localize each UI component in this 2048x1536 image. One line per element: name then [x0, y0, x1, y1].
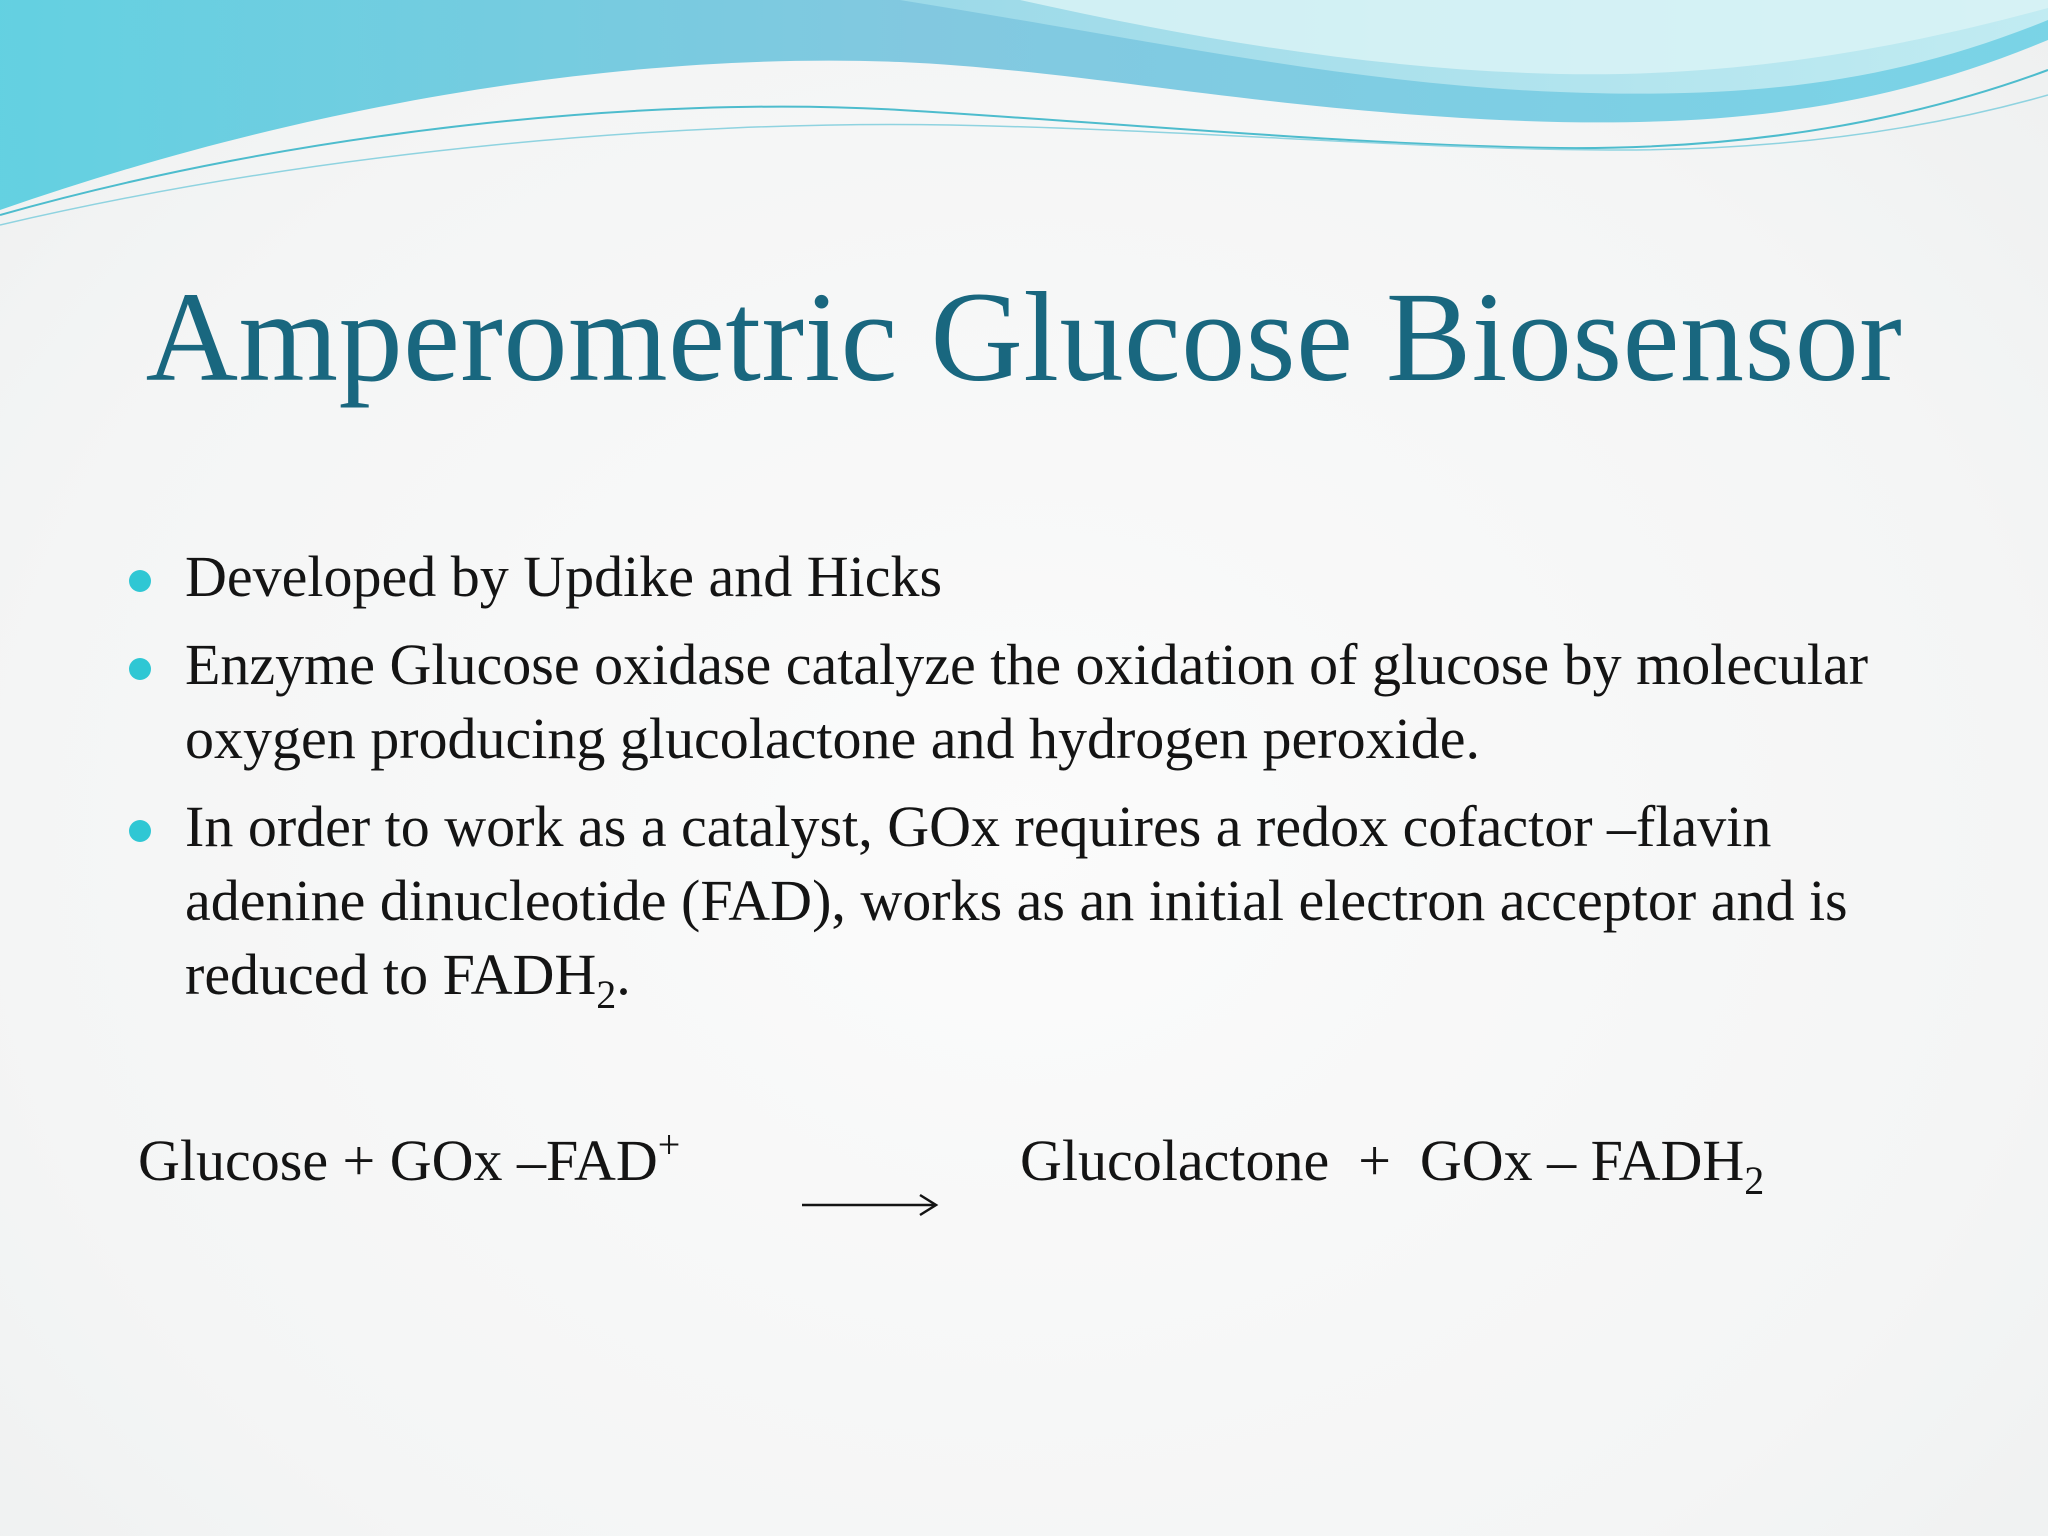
bullet-item	[125, 540, 1955, 614]
reactants	[138, 1124, 680, 1198]
slide-title: Amperometric Glucose Biosensor	[145, 266, 1903, 408]
bullet-text: In order to work as a catalyst, GOx requires a redox cofactor –flavin adenine dinucleotide (FAD), works as an initial electron acceptor and is reduced to FADH	[185, 794, 1848, 1007]
bullet-dot-icon	[129, 658, 151, 680]
bullet-dot-icon	[129, 570, 151, 592]
products-text: Glucolactone + GOx – FADH	[1020, 1128, 1745, 1193]
bullet-item	[125, 790, 1955, 1017]
products	[1020, 1124, 1765, 1203]
bullet-text-end: .	[616, 942, 631, 1007]
right-arrow-icon	[800, 1190, 940, 1220]
superscript: +	[657, 1122, 681, 1167]
bullet-item	[125, 628, 1955, 776]
bullet-text: Developed by Updike and Hicks	[185, 544, 943, 609]
bullet-dot-icon	[129, 820, 151, 842]
header-wave-decoration	[0, 0, 2048, 240]
subscript: 2	[1744, 1158, 1765, 1203]
bullet-list	[125, 540, 1955, 1026]
bullet-text: Enzyme Glucose oxidase catalyze the oxidation of glucose by molecular oxygen producing glucolactone and hydrogen peroxide.	[185, 632, 1869, 771]
reactants-text: Glucose + GOx –FAD	[138, 1128, 658, 1193]
subscript: 2	[596, 972, 617, 1017]
reaction-equation	[0, 1124, 2048, 1244]
